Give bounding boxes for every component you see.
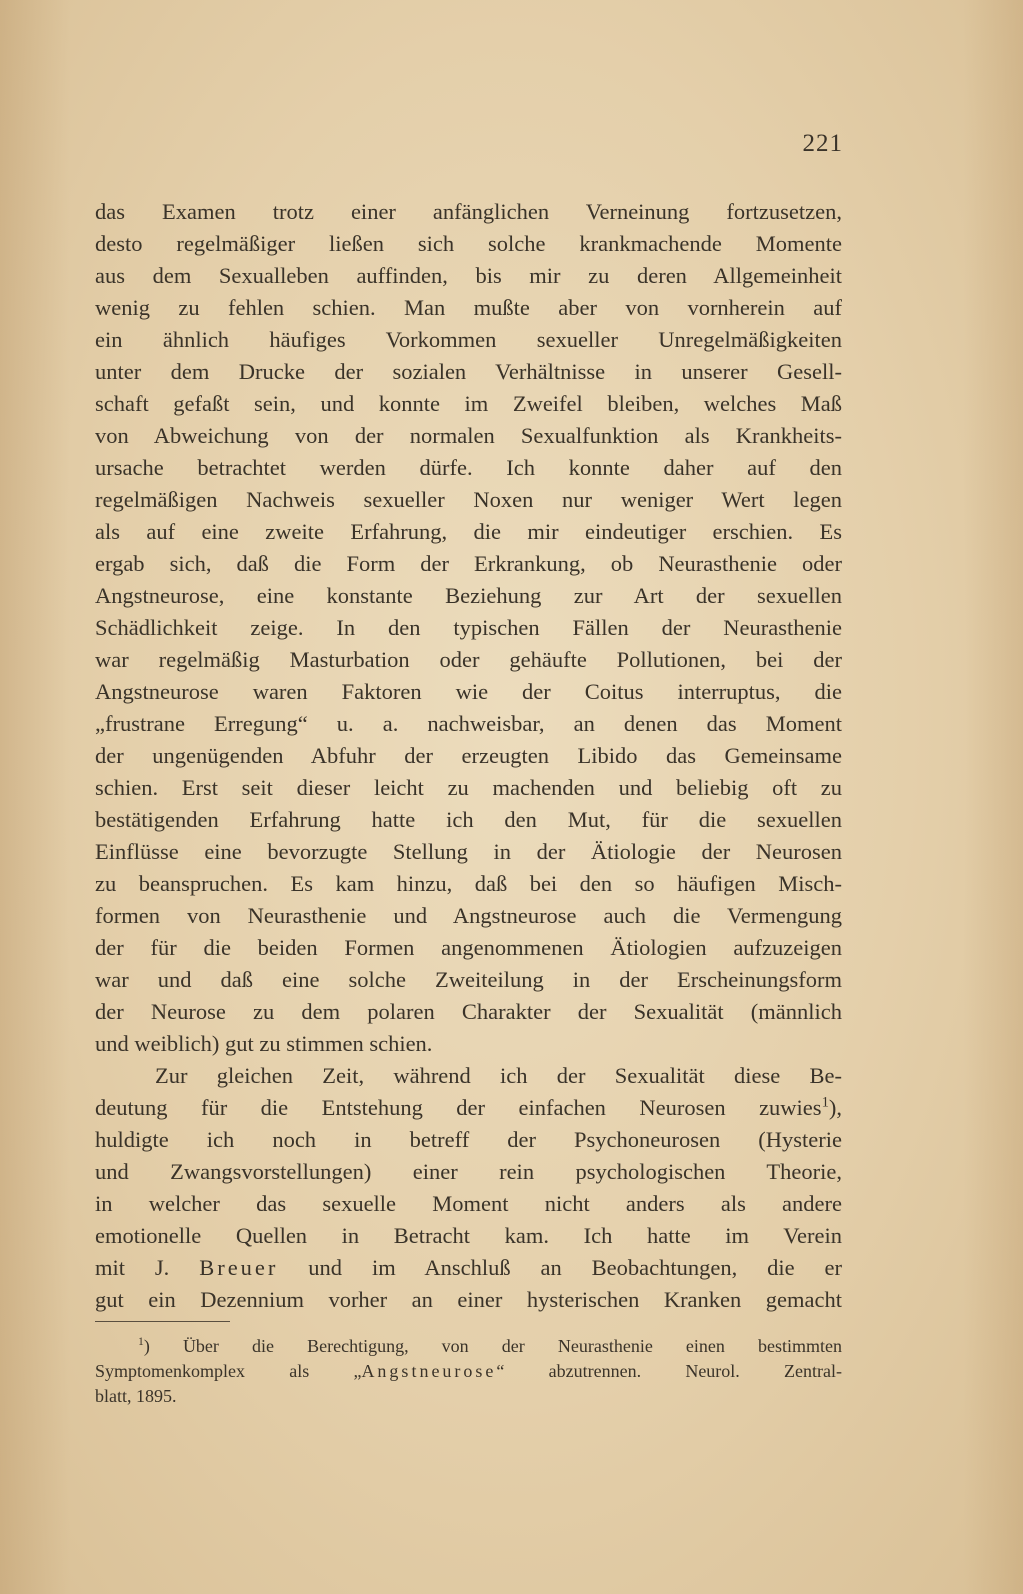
text-line: Schädlichkeit zeige. In den typischen Fällen der Neurasthenie (95, 615, 842, 640)
footnote-line: blatt, 1895. (95, 1386, 177, 1406)
text-span: und im Anschluß an Beobachtungen, die er (278, 1255, 842, 1280)
text-line: und weiblich) gut zu stimmen schien. (95, 1031, 433, 1056)
text-line: ergab sich, daß die Form der Erkrankung, ob Neurasthenie oder (95, 551, 842, 576)
text-line: Angstneurose, eine konstante Beziehung zur Art der sexuellen (95, 583, 842, 608)
text-line: Zur gleichen Zeit, während ich der Sexualität diese Be- (155, 1063, 842, 1088)
text-span: ), (828, 1095, 842, 1120)
text-line: der ungenügenden Abfuhr der erzeugten Libido das Gemeinsame (95, 743, 842, 768)
text-line (95, 1092, 842, 1124)
text-line: Angstneurose waren Faktoren wie der Coitus interruptus, die (95, 679, 842, 704)
author-name: Breuer (199, 1255, 279, 1280)
footnote-marker: 1 (138, 1335, 144, 1348)
text-line: aus dem Sexualleben auffinden, bis mir zu deren Allgemeinheit (95, 263, 842, 288)
text-span: mit J. (95, 1255, 200, 1280)
text-line (95, 1252, 842, 1284)
footnote-ref: 1 (821, 1094, 829, 1111)
text-line: regelmäßigen Nachweis sexueller Noxen nur weniger Wert legen (95, 487, 842, 512)
text-line: zu beanspruchen. Es kam hinzu, daß bei den so häufigen Misch- (95, 871, 842, 896)
text-line: der für die beiden Formen angenommenen Ätiologien aufzuzeigen (95, 935, 842, 960)
text-line: in welcher das sexuelle Moment nicht anders als andere (95, 1191, 842, 1216)
text-line: desto regelmäßiger ließen sich solche krankmachende Momente (95, 231, 842, 256)
text-line: schaft gefaßt sein, und konnte im Zweifel bleiben, welches Maß (95, 391, 842, 416)
text-line: der Neurose zu dem polaren Charakter der Sexualität (männlich (95, 999, 842, 1024)
footnote (95, 1334, 842, 1409)
text-line: war regelmäßig Masturbation oder gehäufte Pollutionen, bei der (95, 647, 842, 672)
text-line: und Zwangsvorstellungen) einer rein psychologischen Theorie, (95, 1159, 842, 1184)
main-text (95, 196, 842, 1316)
text-line: von Abweichung von der normalen Sexualfunktion als Krankheits- (95, 423, 842, 448)
page-number: 221 (802, 130, 843, 157)
text-span: deutung für die Entstehung der einfachen Neurosen zuwies (95, 1095, 822, 1120)
text-line: gut ein Dezennium vorher an einer hysterischen Kranken gemacht (95, 1287, 842, 1312)
text-line: unter dem Drucke der sozialen Verhältnisse in unserer Gesell- (95, 359, 842, 384)
text-span: “ abzutrennen. Neurol. Zentral- (496, 1361, 842, 1381)
text-line: ursache betrachtet werden dürfe. Ich konnte daher auf den (95, 455, 842, 480)
text-line: emotionelle Quellen in Betracht kam. Ich hatte im Verein (95, 1223, 842, 1248)
text-line: ein ähnlich häufiges Vorkommen sexueller Unregelmäßigkeiten (95, 327, 842, 352)
text-line: „frustrane Erregung“ u. a. nachweisbar, an denen das Moment (95, 711, 842, 736)
footnote-line (95, 1359, 842, 1384)
text-line: huldigte ich noch in betreff der Psychoneurosen (Hysterie (95, 1127, 842, 1152)
text-line: Einflüsse eine bevorzugte Stellung in der Ätiologie der Neurosen (95, 839, 842, 864)
text-line: als auf eine zweite Erfahrung, die mir eindeutiger erschien. Es (95, 519, 842, 544)
text-line: war und daß eine solche Zweiteilung in der Erscheinungsform (95, 967, 842, 992)
text-span: Symptomenkomplex als „ (95, 1361, 362, 1381)
emphasis-term: Angstneurose (361, 1361, 497, 1381)
text-line: formen von Neurasthenie und Angstneurose auch die Vermengung (95, 903, 842, 928)
text-span: ) Über die Berechtigung, von der Neurasthenie einen bestimmten (143, 1336, 842, 1356)
footnote-line (95, 1334, 842, 1359)
footnote-divider (95, 1321, 230, 1322)
text-line: schien. Erst seit dieser leicht zu machenden und beliebig oft zu (95, 775, 842, 800)
text-line: wenig zu fehlen schien. Man mußte aber von vornherein auf (95, 295, 842, 320)
text-line: bestätigenden Erfahrung hatte ich den Mut, für die sexuellen (95, 807, 842, 832)
text-line: das Examen trotz einer anfänglichen Verneinung fortzusetzen, (95, 199, 842, 224)
